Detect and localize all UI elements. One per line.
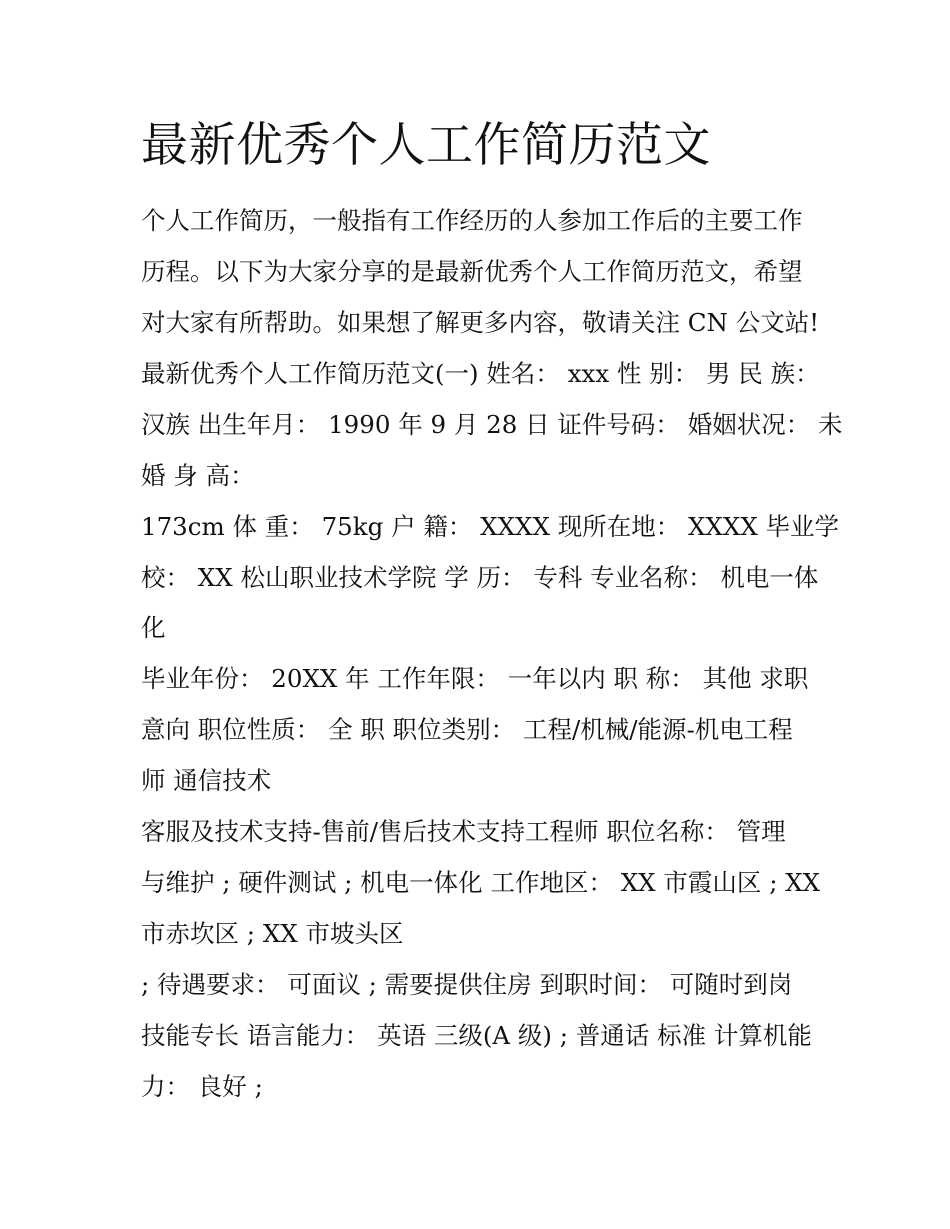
paragraph-line: ; 待遇要求： 可面议 ; 需要提供住房 到职时间： 可随时到岗 (141, 970, 793, 999)
paragraph-line: 最新优秀个人工作简历范文(一) 姓名： xxx 性 别： 男 民 族： (141, 359, 820, 388)
paragraph-line: 173cm 体 重： 75kg 户 籍： XXXX 现所在地： XXXX 毕业学 (141, 512, 840, 541)
paragraph-line: 历程。以下为大家分享的是最新优秀个人工作简历范文，希望 (141, 257, 803, 286)
paragraph-line: 对大家有所帮助。如果想了解更多内容，敬请关注 CN 公文站! (141, 308, 820, 337)
paragraph-line: 师 通信技术 (141, 766, 272, 795)
paragraph-line: 化 (141, 613, 166, 642)
paragraph-line: 汉族 出生年月： 1990 年 9 月 28 日 证件号码： 婚姻状况： 未 (141, 410, 843, 439)
paragraph-line: 校： XX 松山职业技术学院 学 历： 专科 专业名称： 机电一体 (141, 563, 819, 592)
paragraph-line: 与维护 ; 硬件测试 ; 机电一体化 工作地区： XX 市霞山区 ; XX (141, 868, 821, 897)
paragraph-line: 个人工作简历，一般指有工作经历的人参加工作后的主要工作 (141, 206, 803, 235)
paragraph-line: 技能专长 语言能力： 英语 三级(A 级) ; 普通话 标准 计算机能 (141, 1021, 812, 1050)
paragraph-line: 客服及技术支持-售前/售后技术支持工程师 职位名称： 管理 (141, 817, 786, 846)
paragraph-line: 毕业年份： 20XX 年 工作年限： 一年以内 职 称： 其他 求职 (141, 664, 809, 693)
paragraph-line: 婚 身 高： (141, 461, 255, 490)
paragraph-line: 意向 职位性质： 全 职 职位类别： 工程/机械/能源-机电工程 (141, 715, 793, 744)
paragraph-line: 市赤坎区 ; XX 市坡头区 (141, 919, 404, 948)
paragraph-line: 力： 良好 ; (141, 1072, 263, 1101)
document-title: 最新优秀个人工作简历范文 (141, 118, 711, 173)
